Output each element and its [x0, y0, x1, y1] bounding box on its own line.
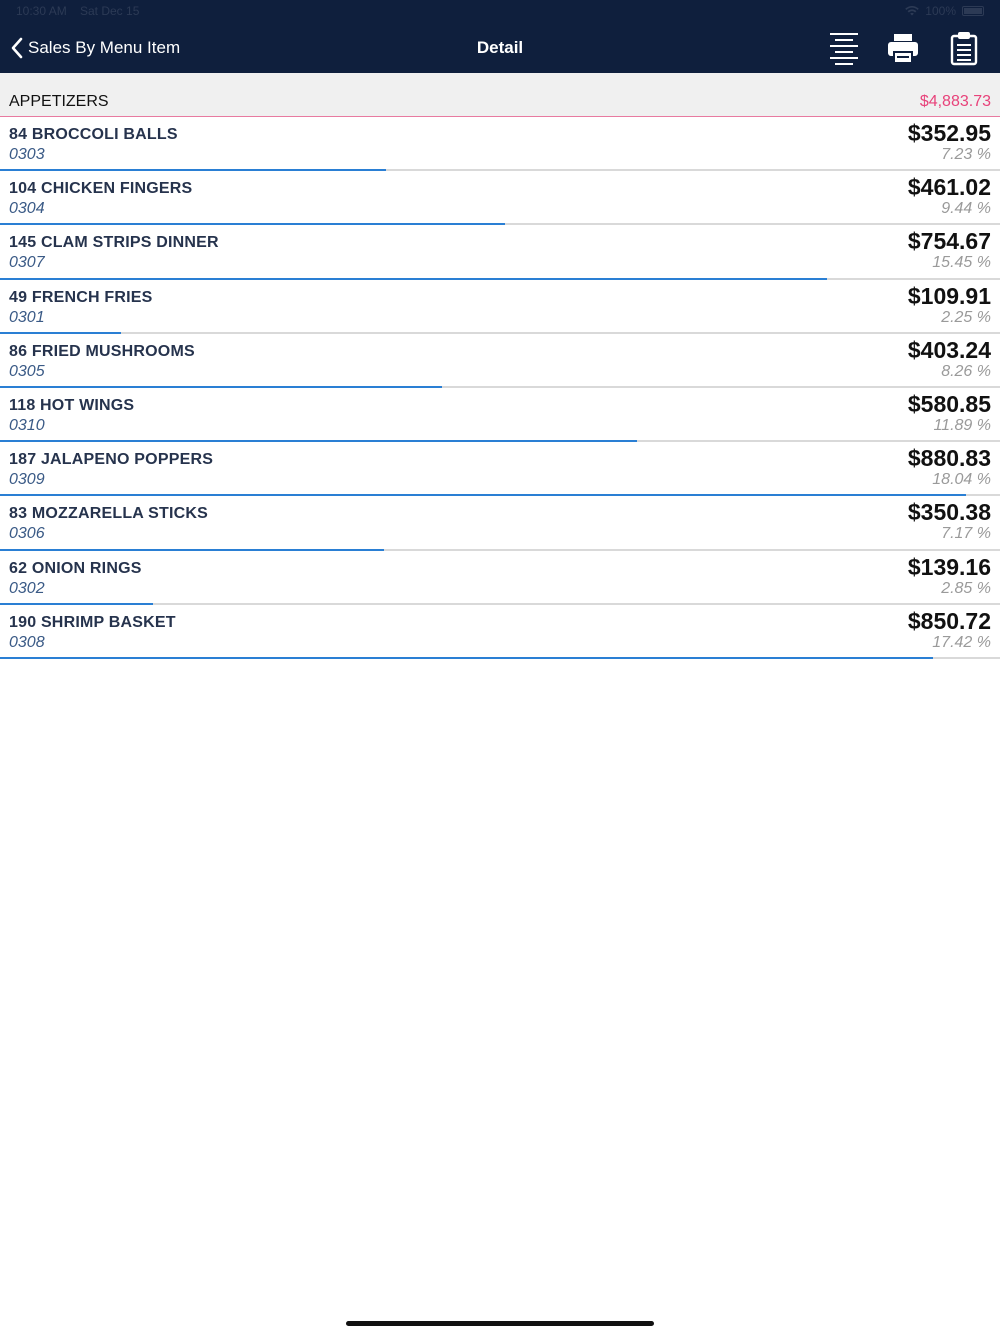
item-name: 62 ONION RINGS: [9, 559, 142, 577]
clipboard-icon[interactable]: [948, 30, 980, 66]
item-code: 0302: [9, 579, 45, 597]
back-label: Sales By Menu Item: [28, 38, 181, 57]
item-percent: 15.45 %: [932, 254, 991, 272]
item-amount: $139.16: [907, 553, 991, 580]
item-name: 84 BROCCOLI BALLS: [9, 126, 178, 143]
item-amount: $352.95: [907, 120, 991, 146]
item-code: 0305: [9, 362, 45, 380]
status-right: [905, 4, 984, 18]
item-amount: $109.91: [907, 282, 991, 309]
item-code: 0304: [9, 200, 45, 218]
item-percent: 8.26 %: [941, 362, 991, 380]
home-indicator[interactable]: [346, 1321, 654, 1326]
item-code: 0303: [9, 146, 45, 163]
item-percent: 7.23 %: [941, 146, 991, 163]
item-code: 0306: [9, 525, 45, 543]
list-item[interactable]: [0, 388, 1000, 442]
navigation-bar: [0, 0, 1000, 73]
section-title: APPETIZERS: [9, 93, 109, 110]
list-item[interactable]: [0, 117, 1000, 171]
item-code: 0301: [9, 308, 45, 326]
status-bar: [0, 0, 1000, 22]
align-center-icon[interactable]: [828, 30, 860, 66]
share-bar: [0, 657, 933, 659]
list-item[interactable]: [0, 334, 1000, 388]
item-amount: $580.85: [907, 390, 991, 417]
list-item[interactable]: [0, 280, 1000, 334]
item-amount: $461.02: [907, 174, 991, 201]
item-percent: 2.85 %: [941, 579, 991, 597]
item-name: 145 CLAM STRIPS DINNER: [9, 234, 219, 252]
item-name: 104 CHICKEN FINGERS: [9, 180, 193, 198]
list-item[interactable]: [0, 225, 1000, 279]
section-total: $4,883.73: [919, 93, 991, 110]
item-percent: 7.17 %: [941, 525, 991, 543]
item-percent: 2.25 %: [941, 308, 991, 326]
item-percent: 17.42 %: [932, 633, 991, 651]
list-item[interactable]: [0, 442, 1000, 496]
item-name: 83 MOZZARELLA STICKS: [9, 505, 208, 523]
item-code: 0307: [9, 254, 45, 272]
item-amount: $350.38: [907, 499, 991, 526]
item-percent: 11.89 %: [933, 416, 991, 434]
battery-percent: 100%: [925, 4, 956, 18]
print-icon[interactable]: [887, 30, 919, 66]
item-amount: $754.67: [907, 228, 991, 255]
item-percent: 9.44 %: [941, 200, 991, 218]
item-code: 0310: [9, 416, 45, 434]
item-percent: 18.04 %: [932, 471, 991, 489]
status-date: Sat Dec 15: [80, 4, 140, 18]
wifi-icon: [905, 6, 919, 16]
item-name: 190 SHRIMP BASKET: [9, 613, 176, 631]
section-header: [0, 73, 1000, 117]
item-code: 0308: [9, 633, 45, 651]
item-amount: $880.83: [907, 445, 991, 472]
item-amount: $403.24: [907, 336, 991, 363]
item-name: 187 JALAPENO POPPERS: [9, 451, 214, 469]
item-list: [0, 117, 1000, 659]
item-name: 86 FRIED MUSHROOMS: [9, 342, 195, 360]
page-title: Detail: [476, 38, 524, 57]
list-item[interactable]: [0, 171, 1000, 225]
item-name: 49 FRENCH FRIES: [9, 288, 153, 306]
list-item[interactable]: [0, 496, 1000, 550]
item-amount: $850.72: [907, 607, 991, 634]
item-name: 118 HOT WINGS: [9, 396, 135, 414]
item-code: 0309: [9, 471, 45, 489]
battery-icon: [962, 6, 984, 16]
status-time: 10:30 AM: [16, 4, 67, 18]
list-item[interactable]: [0, 605, 1000, 659]
list-item[interactable]: [0, 551, 1000, 605]
